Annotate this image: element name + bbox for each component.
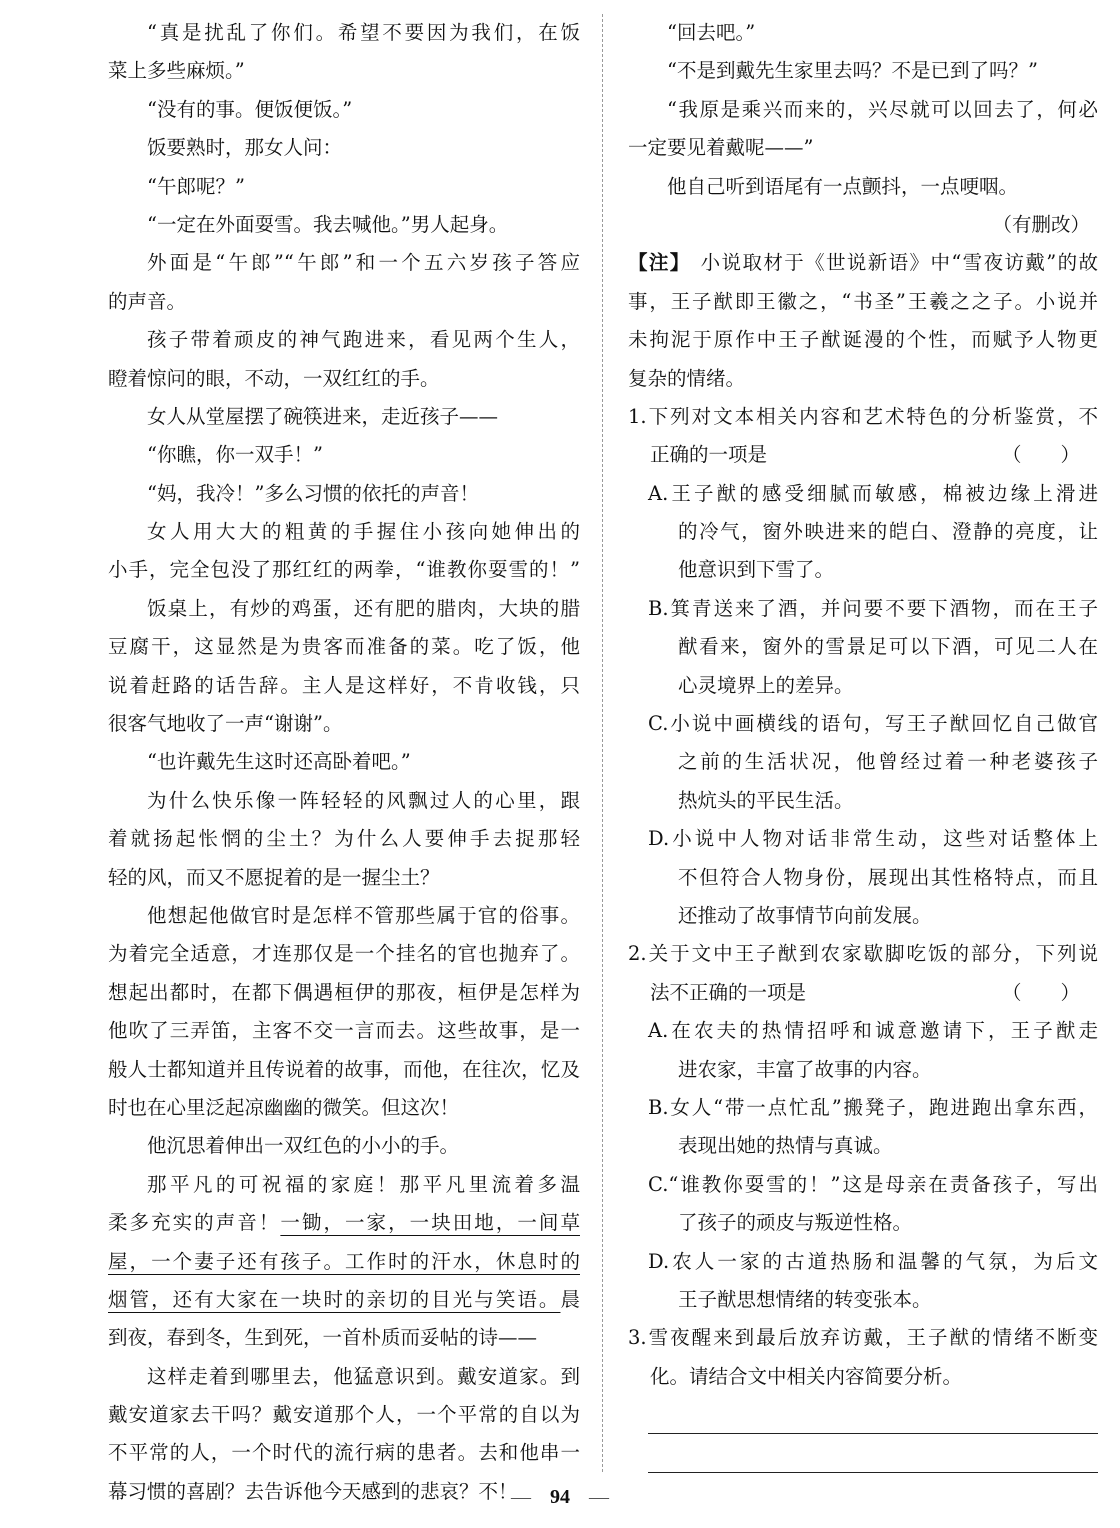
note-line: 复杂的情绪。 (628, 366, 746, 390)
paragraph-line (108, 1281, 580, 1319)
paragraph-line: 的声音。 (108, 289, 187, 313)
paragraph-line: 孩子带着顽皮的神气跑进来，看见两个生人， (147, 328, 580, 352)
option-label-line: D.农人一家的古道热肠和温馨的气氛，为后文 (648, 1249, 1098, 1273)
paragraph-line: 瞪着惊问的眼，不动，一双红红的手。 (108, 366, 440, 390)
option-line: 不但符合人物身份，展现出其性格特点，而且 (678, 865, 1098, 889)
question-stem-line: 化。请结合文中相关内容简要分析。 (650, 1364, 963, 1388)
option-line: 表现出她的热情与真诚。 (678, 1134, 893, 1158)
note-line (628, 244, 1098, 282)
option-label-line: A.在农夫的热情招呼和诚意邀请下，王子猷走 (648, 1019, 1098, 1043)
paragraph-line: 为什么快乐像一阵轻轻的风飘过人的心里，跟 (147, 788, 580, 812)
underlined-text: 烟管，还有大家在一块时的亲切的目光与笑语。 (108, 1287, 561, 1311)
paragraph-line: 不平常的人，一个时代的流行病的患者。去和他串一 (108, 1441, 580, 1465)
note-tag: 【注】 (628, 251, 691, 275)
paragraph-line: “一定在外面耍雪。我去喊他。”男人起身。 (147, 212, 509, 236)
paragraph-line: 小手，完全包没了那红红的两拳，“谁教你耍雪的！” (108, 558, 580, 582)
option-label-line: B.箕青送来了酒，并问要不要下酒物，而在王子 (648, 596, 1098, 620)
note-line: 未拘泥于原作中王子猷诞漫的个性，而赋予人物更 (628, 328, 1098, 352)
page-dash-right: — (589, 1486, 609, 1508)
paragraph-line: 他自己听到语尾有一点颤抖，一点哽咽。 (667, 174, 1019, 198)
paragraph-line: 他想起他做官时是怎样不管那些属于官的俗事。 (147, 903, 580, 927)
paragraph-line: 说着赶路的话告辞。主人是这样好，不肯收钱，只 (108, 673, 580, 697)
paragraph-line: 很客气地收了一声“谢谢”。 (108, 712, 343, 736)
question-stem-line: 1.下列对文本相关内容和艺术特色的分析鉴赏，不 (628, 404, 1098, 428)
option-line: 了孩子的顽皮与叛逆性格。 (678, 1211, 913, 1235)
question-stem-line (628, 974, 1098, 1012)
underlined-text: 一锄，一家，一块田地，一间草 (280, 1211, 580, 1235)
paragraph-line: 一定要见着戴呢——” (628, 136, 814, 160)
paragraph-line: 女人从堂屋摆了碗筷进来，走近孩子—— (147, 404, 499, 428)
option-label-line: C.“谁教你耍雪的！”这是母亲在责备孩子，写出 (648, 1172, 1098, 1196)
paragraph-line: “也许戴先生这时还高卧着吧。” (147, 750, 411, 774)
paragraph-line: 着就扬起怅惘的尘土？为什么人要伸手去捉那轻 (108, 827, 580, 851)
option-line: 的冷气，窗外映进来的皑白、澄静的亮度，让 (678, 520, 1098, 544)
paragraph-line: “不是到戴先生家里去吗？不是已到了吗？” (667, 59, 1038, 83)
paragraph-line: 这样走着到哪里去，他猛意识到。戴安道家。到 (147, 1364, 580, 1388)
option-line: 猷看来，窗外的雪景足可以下酒，可见二人在 (678, 635, 1098, 659)
option-line: 进农家，丰富了故事的内容。 (678, 1057, 932, 1081)
paragraph-line (108, 1243, 580, 1281)
paragraph-line: 菜上多些麻烦。” (108, 59, 245, 83)
paragraph-line: 想起出都时，在都下偶遇桓伊的那夜，桓伊是怎样为 (108, 980, 580, 1004)
note-text: 小说取材于《世说新语》中“雪夜访戴”的故 (700, 251, 1098, 275)
option-label-line: C.小说中画横线的语句，写王子猷回忆自己做官 (648, 712, 1098, 736)
plain-text: 晨 (560, 1287, 580, 1311)
paragraph-line: “妈，我冷！”多么习惯的依托的声音！ (147, 481, 479, 505)
paragraph-line: 时也在心里泛起凉幽幽的微笑。但这次！ (108, 1095, 460, 1119)
question-text: 法不正确的一项是 (650, 980, 807, 1004)
question-stem-line: 3.雪夜醒来到最后放弃访戴，王子猷的情绪不断变 (628, 1326, 1098, 1350)
paragraph-line: 女人用大大的粗黄的手握住小孩向她伸出的 (147, 520, 580, 544)
option-line: 他意识到下雪了。 (678, 558, 835, 582)
paragraph-line: “午郎呢？” (147, 174, 245, 198)
paragraph-line: 为着完全适意，才连那仅是一个挂名的官也抛弃了。 (108, 942, 580, 966)
paragraph-line: 饭要熟时，那女人问： (147, 136, 343, 160)
page-number (0, 1482, 1120, 1512)
paragraph-line: “没有的事。便饭便饭。” (147, 97, 353, 121)
question-stem-line (628, 436, 1098, 474)
paragraph-line: “你瞧，你一双手！” (147, 443, 323, 467)
note-line: 事，王子猷即王徽之，“书圣”王羲之之子。小说并 (628, 289, 1098, 313)
column-divider (602, 14, 603, 1472)
answer-line (648, 1472, 1098, 1473)
paragraph-line: 轻的风，而又不愿捉着的是一握尘土？ (108, 865, 440, 889)
question-stem-line: 2.关于文中王子猷到农家歇脚吃饭的部分，下列说 (628, 942, 1098, 966)
option-label-line: B.女人“带一点忙乱”搬凳子，跑进跑出拿东西， (648, 1095, 1098, 1119)
page-dash-left: — (511, 1486, 531, 1508)
paragraph-line: 他吹了三弄笛，主客不交一言而去。这些故事，是一 (108, 1019, 580, 1043)
option-line: 之前的生活状况，他曾经过着一种老婆孩子 (678, 750, 1098, 774)
paragraph-line: “我原是乘兴而来的，兴尽就可以回去了，何必 (667, 97, 1098, 121)
answer-line (648, 1433, 1098, 1434)
left-column (108, 14, 580, 1511)
source-note: （有删改） (992, 212, 1090, 236)
page-number-value: 94 (550, 1486, 570, 1508)
option-label-line: D.小说中人物对话非常生动，这些对话整体上 (648, 827, 1098, 851)
paragraph-line: 外面是“午郎”“午郎”和一个五六岁孩子答应 (147, 251, 580, 275)
answer-bracket[interactable]: （ ） (1001, 443, 1080, 467)
option-label-line: A.王子猷的感受细腻而敏感，棉被边缘上滑进 (648, 481, 1098, 505)
paragraph-line: 饭桌上，有炒的鸡蛋，还有肥的腊肉，大块的腊 (147, 596, 580, 620)
right-column (628, 14, 1098, 1396)
question-text: 正确的一项是 (650, 443, 768, 467)
plain-text: 柔多充实的声音！ (108, 1211, 281, 1235)
option-line: 王子猷思想情绪的转变张本。 (678, 1287, 932, 1311)
option-line: 心灵境界上的差异。 (678, 673, 854, 697)
paragraph-line: 到夜，春到冬，生到死，一首朴质而妥帖的诗—— (108, 1326, 538, 1350)
paragraph-line: 戴安道家去干吗？戴安道那个人，一个平常的自以为 (108, 1403, 580, 1427)
option-line: 还推动了故事情节向前发展。 (678, 903, 932, 927)
paragraph-line (108, 1204, 580, 1242)
paragraph-line: 豆腐干，这显然是为贵客而准备的菜。吃了饭，他 (108, 635, 580, 659)
option-line: 热炕头的平民生活。 (678, 788, 854, 812)
paragraph-line: 他沉思着伸出一双红色的小小的手。 (147, 1134, 460, 1158)
underlined-text: 屋，一个妻子还有孩子。工作时的汗水，休息时的 (108, 1249, 580, 1273)
paragraph-line: 幕习惯的喜剧？去告诉他今天感到的悲哀？不！ (108, 1479, 518, 1503)
paragraph-line: “回去吧。” (667, 21, 756, 44)
paragraph-line: 那平凡的可祝福的家庭！那平凡里流着多温 (147, 1172, 580, 1196)
answer-bracket[interactable]: （ ） (1001, 980, 1080, 1004)
paragraph-line: 般人士都知道并且传说着的故事，而他，在往次，忆及 (108, 1057, 580, 1081)
paragraph-line: “真是扰乱了你们。希望不要因为我们，在饭 (147, 21, 580, 44)
